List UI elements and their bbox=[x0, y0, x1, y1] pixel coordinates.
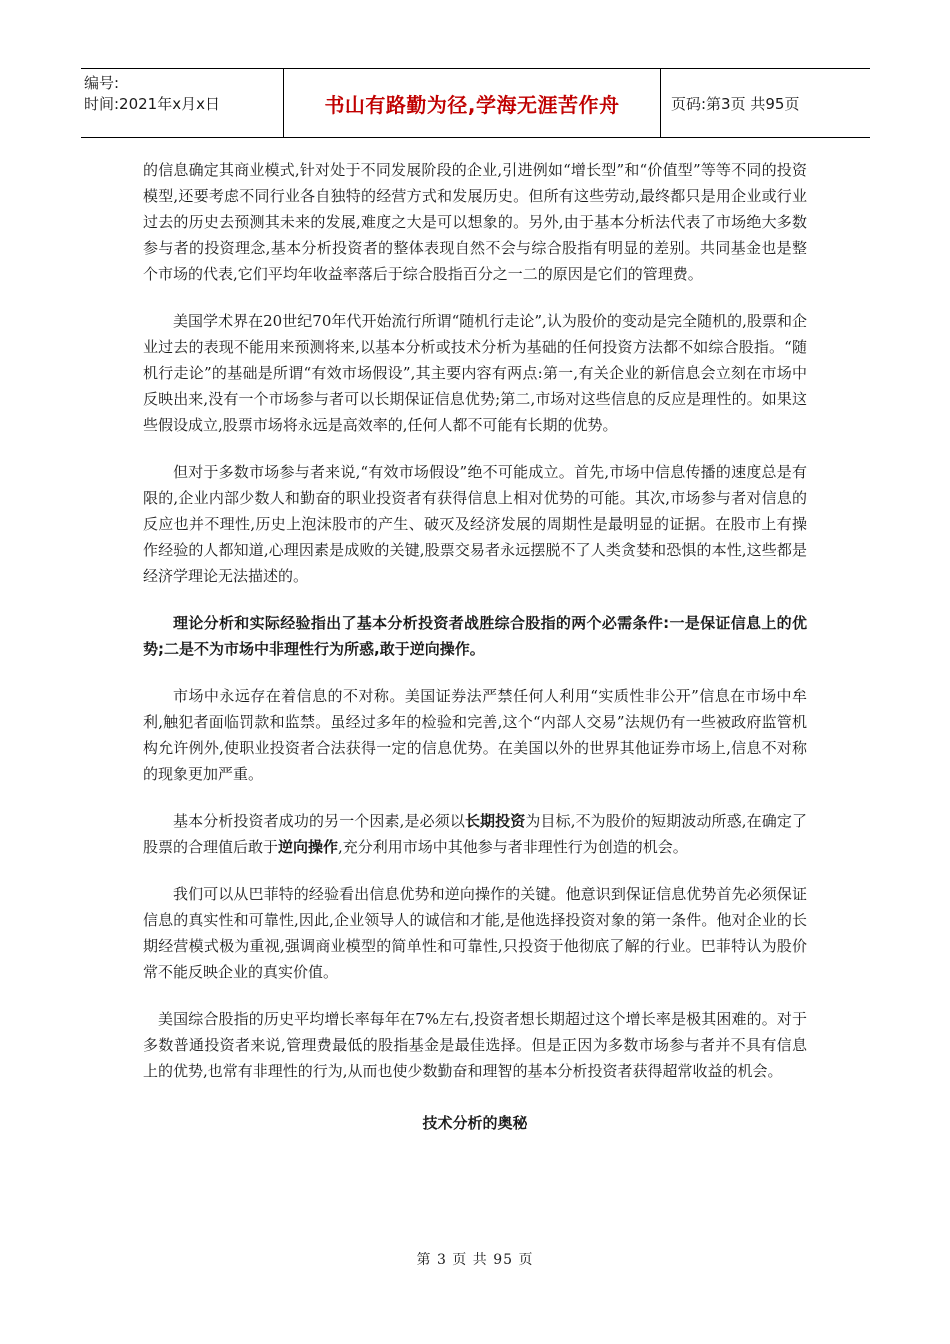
p6-text-a: 基本分析投资者成功的另一个因素,是必须以 bbox=[173, 812, 465, 830]
header-meta bbox=[81, 69, 284, 137]
document-body bbox=[143, 157, 807, 1157]
paragraph-8: 美国综合股指的历史平均增长率每年在7%左右,投资者想长期超过这个增长率是极其困难的。对于多数普通投资者来说,管理费最低的股指基金是最佳选择。但是正因为多数市场参与者并不具有信息上的优势,也常有非理性的行为,从而也使少数勤奋和理智的基本分析投资者获得超常收益的机会。 bbox=[143, 1010, 807, 1080]
page-footer: 第 3 页 共 95 页 bbox=[416, 1252, 534, 1268]
paragraph-2: 美国学术界在20世纪70年代开始流行所谓“随机行走论”,认为股价的变动是完全随机的,股票和企业过去的表现不能用来预测将来,以基本分析或技术分析为基础的任何投资方法都不如综合股指。“随机行走论”的基础是所谓“有效市场假设”,其主要内容有两点:第一,有关企业的新信息会立刻在市场中反映出来,没有一个市场参与者可以长期保证信息优势;第二,市场对这些信息的反应是理性的。如果这些假设成立,股票市场将永远是高效率的,任何人都不可能有长期的优势。 bbox=[143, 312, 807, 434]
section-title: 技术分析的奥秘 bbox=[422, 1114, 528, 1132]
paragraph-1: 的信息确定其商业模式,针对处于不同发展阶段的企业,引进例如“增长型”和“价值型”等等不同的投资模型,还要考虑不同行业各自独特的经营方式和发展历史。但所有这些劳动,最终都只是用企业或行业过去的历史去预测其未来的发展,难度之大是可以想象的。另外,由于基本分析法代表了市场绝大多数参与者的投资理念,基本分析投资者的整体表现自然不会与综合股指有明显的差别。共同基金也是整个市场的代表,它们平均年收益率落后于综合股指百分之一二的原因是它们的管理费。 bbox=[143, 161, 807, 283]
p6-text-e: ,充分利用市场中其他参与者非理性行为创造的机会。 bbox=[338, 838, 688, 856]
header-page-info: 页码:第3页 共95页 bbox=[671, 94, 800, 113]
p6-bold-long-term: 长期投资 bbox=[464, 812, 526, 830]
header-motto: 书山有路勤为径,学海无涯苦作舟 bbox=[284, 69, 661, 137]
paragraph-3: 但对于多数市场参与者来说,“有效市场假设”绝不可能成立。首先,市场中信息传播的速度总是有限的,企业内部少数人和勤奋的职业投资者有获得信息上相对优势的可能。其次,市场参与者对信息的反应也并不理性,历史上泡沫股市的产生、破灭及经济发展的周期性是最明显的证据。在股市上有操作经验的人都知道,心理因素是成败的关键,股票交易者永远摆脱不了人类贪婪和恐惧的本性,这些都是经济学理论无法描述的。 bbox=[143, 463, 807, 585]
p6-text-c: 为目标,不为股价的短期波动所惑,在确定了股票的合理值后敢于 bbox=[143, 812, 807, 856]
paragraph-4-key-conditions: 理论分析和实际经验指出了基本分析投资者战胜综合股指的两个必需条件:一是保证信息上的优势;二是不为市场中非理性行为所惑,敢于逆向操作。 bbox=[143, 614, 807, 658]
page-header bbox=[81, 68, 870, 138]
paragraph-6 bbox=[143, 808, 807, 860]
paragraph-7: 我们可以从巴菲特的经验看出信息优势和逆向操作的关键。他意识到保证信息优势首先必须保证信息的真实性和可靠性,因此,企业领导人的诚信和才能,是他选择投资对象的第一条件。他对企业的长期经营模式极为重视,强调商业模型的简单性和可靠性,只投资于他彻底了解的行业。巴菲特认为股价常不能反映企业的真实价值。 bbox=[143, 885, 807, 981]
paragraph-5: 市场中永远存在着信息的不对称。美国证券法严禁任何人利用“实质性非公开”信息在市场中牟利,触犯者面临罚款和监禁。虽经过多年的检验和完善,这个“内部人交易”法规仍有一些被政府监管机构允许例外,使职业投资者合法获得一定的信息优势。在美国以外的世界其他证券市场上,信息不对称的现象更加严重。 bbox=[143, 687, 807, 783]
document-number-label: 编号: bbox=[84, 74, 120, 92]
document-time-label: 时间:2021年x月x日 bbox=[84, 95, 220, 113]
p6-bold-contrarian: 逆向操作 bbox=[278, 838, 339, 856]
